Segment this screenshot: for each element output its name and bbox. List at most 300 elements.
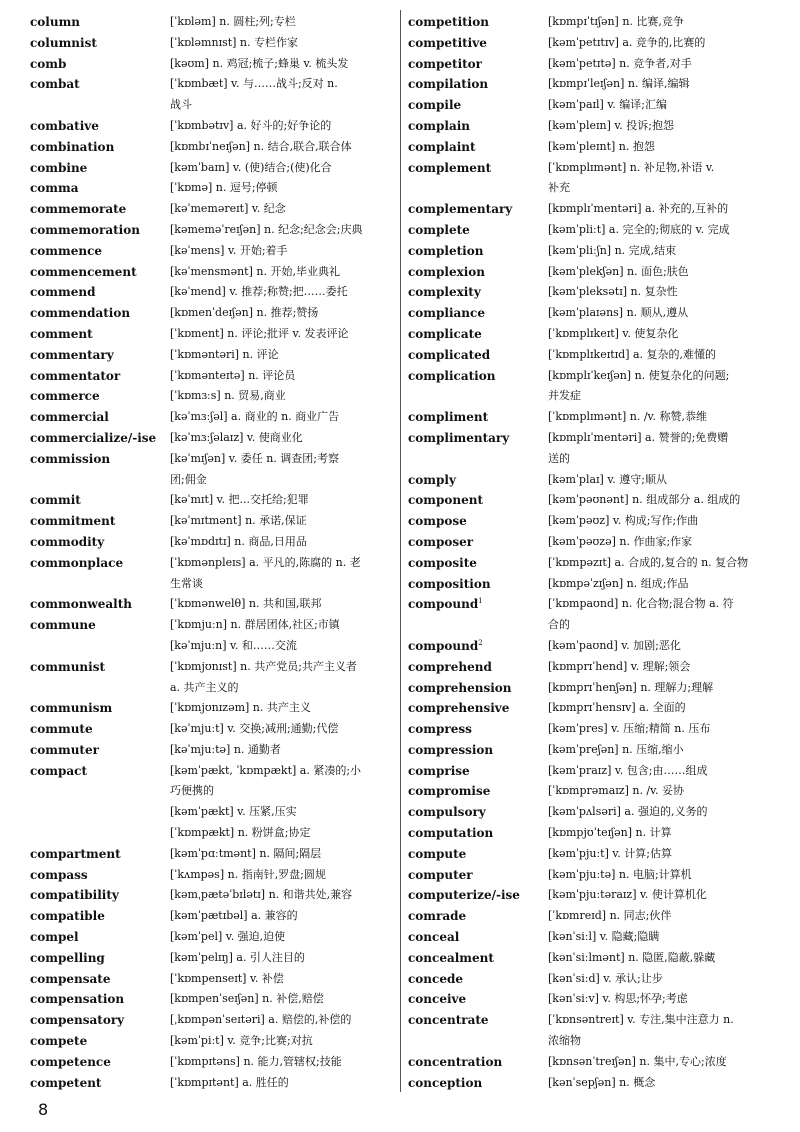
- headword: [30, 927, 170, 948]
- headword-text: complementary: [408, 202, 513, 217]
- dictionary-entry: [408, 366, 780, 408]
- definition-line: [ˈkɒmə] n. 逗号;停顿: [170, 181, 278, 195]
- definition-line: [ˈkɒmpɪtəns] n. 能力,管辖权;技能: [170, 1054, 342, 1068]
- definition: [170, 199, 402, 220]
- dictionary-entry: [408, 241, 780, 262]
- dictionary-entry: [30, 989, 402, 1010]
- headword-text: combine: [30, 160, 88, 175]
- definition-line: [ˈkɒmjʊnɪst] n. 共产党员;共产主义者: [170, 659, 357, 673]
- right-column: [408, 12, 780, 1093]
- headword: [408, 574, 548, 595]
- dictionary-entry: [30, 761, 402, 844]
- headword-text: commercial: [30, 410, 109, 425]
- definition: [170, 54, 402, 75]
- dictionary-entry: [30, 449, 402, 491]
- dictionary-entry: [408, 823, 780, 844]
- definition-line: [ˈkɒləm] n. 圆柱;列;专栏: [170, 15, 296, 28]
- definition: [548, 54, 780, 75]
- definition-line: [kəmˈplekʃən] n. 面色;肤色: [548, 264, 689, 278]
- headword: [408, 137, 548, 158]
- definition: [548, 116, 780, 137]
- headword: [408, 303, 548, 324]
- definition-line: [kəˈmɜːʃəl] a. 商业的 n. 商业广告: [170, 410, 340, 424]
- definition: [548, 366, 780, 408]
- definition-line: [kəmˈpaɪl] v. 编译;汇编: [548, 98, 667, 112]
- definition: [170, 698, 402, 719]
- headword: [408, 54, 548, 75]
- headword-text: complicated: [408, 347, 491, 362]
- headword: [30, 698, 170, 719]
- definition-line: [kɒmpɪˈleɪʃən] n. 编译,编辑: [548, 77, 690, 91]
- definition-line: [kəmˈpəʊz] v. 构成;写作;作曲: [548, 514, 699, 528]
- headword: [408, 844, 548, 865]
- dictionary-entry: [408, 303, 780, 324]
- definition-line: [ˈkɒmbæt] v. 与……战斗;反对 n.: [170, 77, 338, 91]
- definition-line: [kənˈsiːd] v. 承认;让步: [548, 971, 663, 985]
- dictionary-entry: [408, 470, 780, 491]
- headword: [30, 386, 170, 407]
- headword: [408, 823, 548, 844]
- dictionary-entry: [30, 1031, 402, 1052]
- definition-line: [kəˈmjuːt] v. 交换;减刑;通勤;代偿: [170, 722, 339, 736]
- definition: [548, 1073, 780, 1094]
- headword: [30, 511, 170, 532]
- definition-line: [kɒmplɪˈkeɪʃən] n. 使复杂化的问题;: [548, 368, 730, 382]
- headword-text: competence: [30, 1054, 111, 1069]
- definition-line: [kəˈmjuːtə] n. 通勤者: [170, 742, 281, 756]
- definition: [170, 1031, 402, 1052]
- headword-text: commemoration: [30, 222, 140, 237]
- dictionary-entry: [30, 885, 402, 906]
- definition: [170, 927, 402, 948]
- headword: [30, 740, 170, 761]
- definition: [170, 615, 402, 657]
- headword-text: comply: [408, 472, 456, 487]
- definition: [170, 303, 402, 324]
- definition: [548, 282, 780, 303]
- definition: [170, 885, 402, 906]
- definition: [170, 1073, 402, 1094]
- definition: [548, 636, 780, 657]
- headword-text: commonplace: [30, 555, 124, 570]
- definition-line: [kənˈsepʃən] n. 概念: [548, 1075, 656, 1089]
- headword: [408, 1073, 548, 1094]
- definition: [548, 906, 780, 927]
- headword-text: commerce: [30, 389, 100, 404]
- headword: [408, 927, 548, 948]
- definition: [170, 428, 402, 449]
- definition-line: [ˈkɒləmnɪst] n. 专栏作家: [170, 35, 299, 49]
- definition-line: [ˈkɒmjuːn] n. 群居团体,社区;市镇: [170, 618, 340, 632]
- definition: [548, 657, 780, 678]
- headword-text: complete: [408, 222, 470, 237]
- headword-text: comrade: [408, 909, 467, 924]
- definition-line: [kəmˈpjuːtə] n. 电脑;计算机: [548, 867, 692, 881]
- headword-text: compound: [408, 638, 479, 653]
- definition: [548, 324, 780, 345]
- dictionary-entry: [408, 95, 780, 116]
- definition-line: [kɒnsənˈtreɪʃən] n. 集中,专心;浓度: [548, 1054, 727, 1068]
- dictionary-entry: [408, 574, 780, 595]
- headword-text: concede: [408, 971, 464, 986]
- headword-text: concentration: [408, 1054, 503, 1069]
- headword: [408, 989, 548, 1010]
- headword-text: competitor: [408, 56, 483, 71]
- definition-line: [kəmˈpliːʃn] n. 完成,结束: [548, 243, 677, 257]
- definition-line: [kəmˈpiːt] v. 竞争;比赛;对抗: [170, 1034, 313, 1048]
- headword-text: compelling: [30, 950, 105, 965]
- definition-line: [kəˈmend] v. 推荐;称赞;把……委托: [170, 285, 348, 299]
- definition-line: [ˈkɒmpaʊnd] n. 化合物;混合物 a. 符: [548, 597, 734, 611]
- headword-text: compete: [30, 1034, 88, 1049]
- headword: [30, 137, 170, 158]
- headword-text: commune: [30, 618, 96, 633]
- headword-text: completion: [408, 243, 484, 258]
- headword-text: computerize/-ise: [408, 888, 520, 903]
- definition-line: 补充: [548, 181, 570, 195]
- headword: [408, 345, 548, 366]
- dictionary-entry: [408, 948, 780, 969]
- headword: [408, 470, 548, 491]
- headword: [408, 969, 548, 990]
- headword: [408, 199, 548, 220]
- definition: [548, 532, 780, 553]
- headword: [408, 865, 548, 886]
- dictionary-entry: [30, 490, 402, 511]
- definition: [548, 927, 780, 948]
- headword-text: commission: [30, 451, 111, 466]
- definition: [548, 885, 780, 906]
- definition: [548, 345, 780, 366]
- dictionary-entry: [408, 740, 780, 761]
- headword: [30, 615, 170, 636]
- dictionary-entry: [408, 428, 780, 470]
- definition-line: [kɒmplɪˈmentəri] a. 补充的,互补的: [548, 202, 729, 216]
- definition-line: [kəmeməˈreɪʃən] n. 纪念;纪念会;庆典: [170, 222, 363, 236]
- dictionary-entry: [30, 948, 402, 969]
- definition: [548, 865, 780, 886]
- definition: [170, 449, 402, 491]
- definition-line: [kəˈmensmənt] n. 开始,毕业典礼: [170, 264, 340, 278]
- definition-line: [kɒmplɪˈmentəri] a. 赞誉的;免费赠: [548, 430, 729, 444]
- dictionary-entry: [408, 989, 780, 1010]
- definition-line: [kəmˈpækt, ˈkɒmpækt] a. 紧凑的;小: [170, 763, 362, 777]
- headword-text: compression: [408, 742, 494, 757]
- definition-line: [kəmˈpres] v. 压缩;精简 n. 压布: [548, 722, 711, 736]
- dictionary-entry: [408, 636, 780, 657]
- definition: [170, 719, 402, 740]
- headword-text: composite: [408, 555, 477, 570]
- definition: [170, 657, 402, 699]
- dictionary-entry: [30, 241, 402, 262]
- headword: [30, 1052, 170, 1073]
- definition-line: [kəmˈpraɪz] v. 包含;由……组成: [548, 763, 708, 777]
- definition-line: [kənˈsiːl] v. 隐藏;隐瞒: [548, 930, 660, 944]
- headword-text: compact: [30, 763, 88, 778]
- headword-text: compatible: [30, 909, 105, 924]
- headword-text: commentator: [30, 368, 121, 383]
- headword-text: compulsory: [408, 805, 486, 820]
- dictionary-entry: [30, 366, 402, 387]
- definition-line: [ˈkɒment] n. 评论;批评 v. 发表评论: [170, 326, 349, 340]
- dictionary-entry: [408, 657, 780, 678]
- headword-text: combative: [30, 118, 99, 133]
- dictionary-entry: [30, 199, 402, 220]
- dictionary-entry: [408, 802, 780, 823]
- definition-line: [ˈkɒmreɪd] n. 同志;伙伴: [548, 909, 672, 923]
- definition: [548, 781, 780, 802]
- definition-line: [kəmˈpætɪbəl] a. 兼容的: [170, 909, 298, 923]
- headword-text: competition: [408, 15, 489, 29]
- headword: [30, 33, 170, 54]
- definition: [548, 241, 780, 262]
- definition-line: 团;佣金: [170, 472, 207, 486]
- definition-line: [kəˈmɪt] v. 把...交托给;犯罪: [170, 493, 309, 507]
- definition-line: [ˈkɒmpɪtənt] a. 胜任的: [170, 1075, 289, 1089]
- definition-line: [ˈkɒmplɪkeɪtɪd] a. 复杂的,难懂的: [548, 347, 717, 361]
- headword-text: composition: [408, 576, 491, 591]
- definition-line: [ˈkɒmpækt] n. 粉饼盒;协定: [170, 826, 311, 840]
- definition: [170, 345, 402, 366]
- headword-text: compose: [408, 514, 467, 529]
- definition-line: [kɒmprɪˈhend] v. 理解;领会: [548, 659, 691, 673]
- headword-text: combination: [30, 139, 115, 154]
- definition-line: [kəˈmɪtmənt] n. 承诺,保证: [170, 514, 307, 528]
- definition: [170, 906, 402, 927]
- definition: [170, 386, 402, 407]
- definition-line: [kəmˈpɑːtmənt] n. 隔间;隔层: [170, 846, 322, 860]
- definition-line: [kəmˈpəʊzə] n. 作曲家;作家: [548, 534, 693, 548]
- headword-text: comment: [30, 326, 93, 341]
- headword: [408, 802, 548, 823]
- definition: [170, 553, 402, 595]
- headword-text: complaint: [408, 139, 476, 154]
- definition-line: [kəmˈpækt] v. 压紧,压实: [170, 805, 297, 819]
- headword: [30, 532, 170, 553]
- definition-line: [ˌkɒmpənˈseɪtəri] a. 赔偿的,补偿的: [170, 1013, 352, 1027]
- headword-text: conceive: [408, 992, 467, 1007]
- definition-line: [kəmˈpleksətɪ] n. 复杂性: [548, 285, 678, 299]
- dictionary-entry: [408, 12, 780, 33]
- headword: [30, 178, 170, 199]
- dictionary-entry: [408, 885, 780, 906]
- definition-line: [kəmˈpreʃən] n. 压缩,缩小: [548, 742, 684, 756]
- headword-text: complain: [408, 118, 471, 133]
- definition-line: [kəmˈpelɪŋ] a. 引人注目的: [170, 950, 305, 964]
- headword-text: conception: [408, 1075, 483, 1090]
- definition: [170, 220, 402, 241]
- headword-text: complicate: [408, 326, 482, 341]
- headword-text: comma: [30, 181, 79, 196]
- headword: [408, 553, 548, 574]
- headword-text: computation: [408, 826, 494, 841]
- headword: [408, 532, 548, 553]
- headword: [408, 678, 548, 699]
- dictionary-entry: [408, 324, 780, 345]
- headword-text: compliance: [408, 306, 485, 321]
- headword: [408, 12, 548, 33]
- headword: [408, 490, 548, 511]
- definition-line: 送的: [548, 451, 570, 465]
- definition-line: [kɒmpəˈzɪʃən] n. 组成;作品: [548, 576, 689, 590]
- definition: [170, 1052, 402, 1073]
- definition: [548, 969, 780, 990]
- definition: [548, 511, 780, 532]
- definition: [170, 33, 402, 54]
- headword: [30, 885, 170, 906]
- dictionary-entry: [30, 844, 402, 865]
- definition: [170, 12, 402, 33]
- headword-text: complimentary: [408, 430, 510, 445]
- definition: [548, 719, 780, 740]
- dictionary-entry: [30, 12, 402, 33]
- definition: [170, 532, 402, 553]
- headword-text: commercialize/-ise: [30, 430, 157, 445]
- headword: [30, 241, 170, 262]
- dictionary-entry: [408, 137, 780, 158]
- dictionary-entry: [30, 33, 402, 54]
- dictionary-entry: [30, 740, 402, 761]
- headword: [30, 12, 170, 33]
- definition-line: [ˈkɒməntəri] n. 评论: [170, 347, 279, 361]
- headword-text: communism: [30, 701, 113, 716]
- headword-text: commentary: [30, 347, 114, 362]
- dictionary-entry: [408, 262, 780, 283]
- dictionary-entry: [408, 553, 780, 574]
- headword-text: complication: [408, 368, 496, 383]
- headword: [30, 366, 170, 387]
- headword-text: comprehension: [408, 680, 512, 695]
- definition-line: [kəmˈpleɪn] v. 投诉;抱怨: [548, 118, 674, 132]
- definition-line: 生常谈: [170, 576, 203, 590]
- definition-line: [kɒmpɪˈtɪʃən] n. 比赛,竞争: [548, 15, 684, 28]
- definition-line: [ˈkɒmplɪmənt] n. 补足物,补语 v.: [548, 160, 715, 174]
- definition: [548, 33, 780, 54]
- definition-line: [kɒmpenˈseɪʃən] n. 补偿,赔偿: [170, 992, 324, 1006]
- headword-text: compensate: [30, 971, 111, 986]
- definition-line: [kəmˈpjuːtəraɪz] v. 使计算机化: [548, 888, 707, 902]
- definition: [548, 844, 780, 865]
- headword: [408, 366, 548, 387]
- headword: [30, 324, 170, 345]
- headword-text: composer: [408, 534, 474, 549]
- headword-text: column: [30, 15, 81, 29]
- definition: [170, 137, 402, 158]
- dictionary-entry: [30, 116, 402, 137]
- headword: [30, 345, 170, 366]
- headword: [408, 636, 548, 657]
- dictionary-entry: [30, 532, 402, 553]
- headword: [30, 428, 170, 449]
- definition: [548, 1010, 780, 1052]
- headword-text: commodity: [30, 534, 105, 549]
- page-number: 8: [38, 1100, 49, 1119]
- headword-text: complexion: [408, 264, 486, 279]
- dictionary-entry: [30, 324, 402, 345]
- dictionary-entry: [408, 54, 780, 75]
- headword-text: compensatory: [30, 1013, 125, 1028]
- headword: [30, 657, 170, 678]
- dictionary-entry: [30, 719, 402, 740]
- dictionary-entry: [30, 220, 402, 241]
- definition: [548, 989, 780, 1010]
- definition: [548, 740, 780, 761]
- headword: [30, 199, 170, 220]
- definition: [170, 511, 402, 532]
- headword-text: comprehend: [408, 659, 492, 674]
- definition: [170, 948, 402, 969]
- definition-line: [kənˈsiːlmənt] n. 隐匿,隐蔽,躲藏: [548, 950, 716, 964]
- definition: [170, 74, 402, 116]
- headword: [408, 241, 548, 262]
- definition: [170, 241, 402, 262]
- headword-text: commonwealth: [30, 597, 132, 612]
- definition-line: [kəmˈplaɪəns] n. 顺从,遵从: [548, 306, 689, 320]
- dictionary-entry: [408, 532, 780, 553]
- dictionary-entry: [30, 906, 402, 927]
- headword: [408, 33, 548, 54]
- headword: [30, 158, 170, 179]
- headword: [30, 54, 170, 75]
- headword-text: compute: [408, 846, 467, 861]
- definition-line: [kəʊm] n. 鸡冠;梳子;蜂巢 v. 梳头发: [170, 56, 349, 70]
- headword: [408, 220, 548, 241]
- definition: [548, 761, 780, 782]
- headword: [408, 906, 548, 927]
- headword-text: compass: [30, 867, 88, 882]
- definition-line: [ˈkʌmpəs] n. 指南针,罗盘;圆规: [170, 867, 326, 881]
- headword-text: complement: [408, 160, 492, 175]
- definition: [170, 282, 402, 303]
- definition: [548, 303, 780, 324]
- headword-text: commencement: [30, 264, 137, 279]
- dictionary-entry: [30, 657, 402, 699]
- definition-line: [ˈkɒmplɪmənt] n. /v. 称赞,恭维: [548, 410, 707, 424]
- headword: [408, 158, 548, 179]
- definition: [170, 178, 402, 199]
- definition: [170, 844, 402, 865]
- headword-text: commute: [30, 722, 93, 737]
- dictionary-entry: [408, 490, 780, 511]
- headword: [30, 989, 170, 1010]
- definition: [548, 137, 780, 158]
- headword-text: compound: [408, 597, 479, 612]
- dictionary-entry: [30, 303, 402, 324]
- headword-text: communist: [30, 659, 106, 674]
- dictionary-entry: [408, 74, 780, 95]
- definition-line: [kəmˈpetɪtɪv] a. 竞争的,比赛的: [548, 35, 706, 49]
- dictionary-entry: [30, 698, 402, 719]
- headword: [30, 719, 170, 740]
- headword-text: comprise: [408, 763, 470, 778]
- headword: [408, 885, 548, 906]
- dictionary-entry: [30, 1073, 402, 1094]
- column-divider: [400, 10, 401, 1092]
- dictionary-entry: [408, 781, 780, 802]
- definition: [548, 490, 780, 511]
- definition: [548, 948, 780, 969]
- headword-text: columnist: [30, 35, 97, 50]
- definition: [548, 802, 780, 823]
- definition-line: [ˈkɒmpenseɪt] v. 补偿: [170, 971, 284, 985]
- definition-line: [kəmˈpjuːt] v. 计算;估算: [548, 846, 672, 860]
- definition-line: [kəmˈpel] v. 强迫,迫使: [170, 930, 286, 944]
- dictionary-entry: [30, 345, 402, 366]
- definition: [548, 698, 780, 719]
- headword: [30, 761, 170, 782]
- definition-line: [ˈkɒmprəmaɪz] n. /v. 妥协: [548, 784, 685, 798]
- definition: [548, 594, 780, 636]
